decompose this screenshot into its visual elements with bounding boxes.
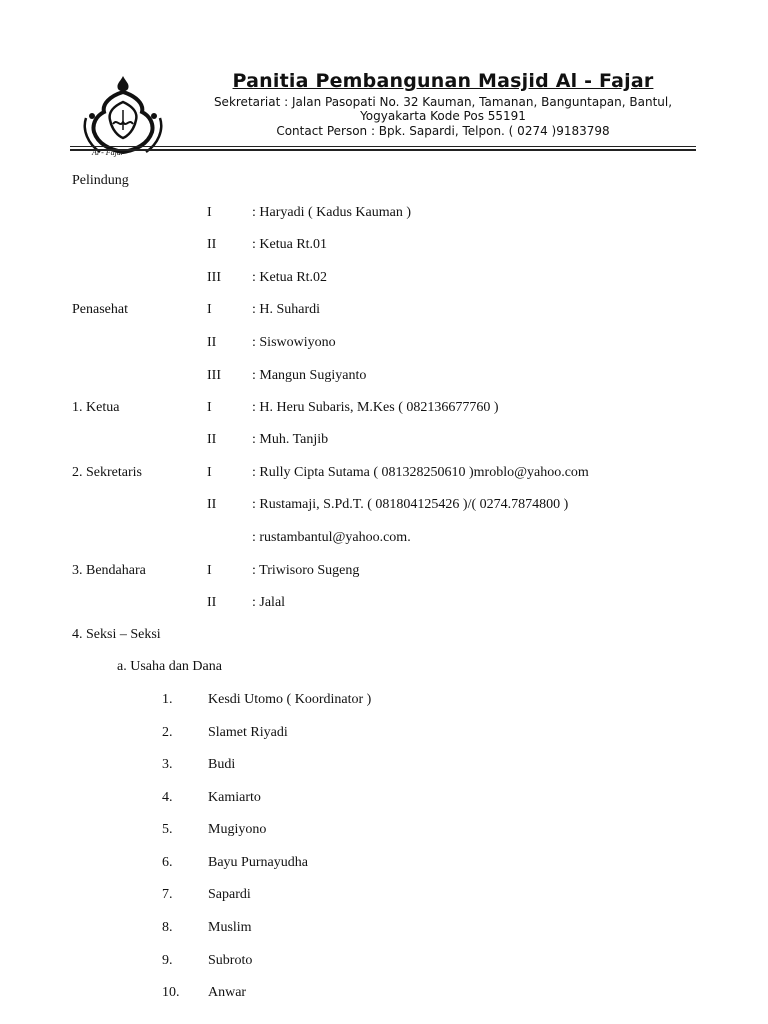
roman-numeral: II bbox=[207, 237, 217, 252]
roman-numeral: III bbox=[207, 368, 221, 383]
member-name: Muslim bbox=[208, 920, 252, 935]
role-label: Penasehat bbox=[72, 302, 128, 317]
roman-numeral: I bbox=[207, 205, 212, 220]
roman-numeral: II bbox=[207, 432, 217, 447]
member-name: Slamet Riyadi bbox=[208, 725, 288, 740]
roman-numeral: III bbox=[207, 270, 221, 285]
member-name: : Ketua Rt.01 bbox=[252, 237, 328, 252]
role-label: 4. Seksi – Seksi bbox=[72, 627, 161, 642]
member-name: : Rully Cipta Sutama ( 081328250610 )mroblo@yahoo.com bbox=[252, 465, 589, 480]
role-label: 1. Ketua bbox=[72, 400, 120, 415]
address-line-2: Yogyakarta Kode Pos 55191 bbox=[360, 109, 526, 123]
member-name: : H. Suhardi bbox=[252, 302, 321, 317]
member-name: : Jalal bbox=[252, 595, 286, 610]
member-name: : Muh. Tanjib bbox=[252, 432, 329, 447]
section-title: a. Usaha dan Dana bbox=[117, 659, 222, 674]
role-label: 3. Bendahara bbox=[72, 563, 146, 578]
member-name: Bayu Purnayudha bbox=[208, 855, 308, 870]
roman-numeral: I bbox=[207, 400, 212, 415]
member-name: Budi bbox=[208, 757, 236, 772]
roman-numeral: I bbox=[207, 465, 212, 480]
member-name: Subroto bbox=[208, 953, 253, 968]
member-name: Mugiyono bbox=[208, 822, 267, 837]
member-name: Anwar bbox=[208, 985, 247, 1000]
member-name: : Mangun Sugiyanto bbox=[252, 368, 367, 383]
logo-caption: Al - Fajar bbox=[92, 148, 124, 157]
member-name: : Triwisoro Sugeng bbox=[252, 563, 360, 578]
member-email: : rustambantul@yahoo.com. bbox=[252, 530, 411, 545]
list-number: 1. bbox=[162, 692, 173, 707]
list-number: 2. bbox=[162, 725, 173, 740]
list-number: 10. bbox=[162, 985, 180, 1000]
list-number: 4. bbox=[162, 790, 173, 805]
contact-person: Contact Person : Bpk. Sapardi, Telpon. ( 0274 )9183798 bbox=[276, 124, 610, 138]
list-number: 7. bbox=[162, 887, 173, 902]
member-name: : Haryadi ( Kadus Kauman ) bbox=[252, 205, 412, 220]
member-name: : Rustamaji, S.Pd.T. ( 081804125426 )/( 0274.7874800 ) bbox=[252, 497, 569, 512]
member-name: Sapardi bbox=[208, 887, 251, 902]
roman-numeral: I bbox=[207, 563, 212, 578]
address-line-1: Sekretariat : Jalan Pasopati No. 32 Kauman, Tamanan, Banguntapan, Bantul, bbox=[213, 95, 673, 109]
roman-numeral: I bbox=[207, 302, 212, 317]
header-divider-thick bbox=[70, 149, 696, 151]
list-number: 3. bbox=[162, 757, 173, 772]
roman-numeral: II bbox=[207, 595, 217, 610]
roman-numeral: II bbox=[207, 497, 217, 512]
list-number: 5. bbox=[162, 822, 173, 837]
member-name: : H. Heru Subaris, M.Kes ( 082136677760 ) bbox=[252, 400, 499, 415]
member-name: : Siswowiyono bbox=[252, 335, 336, 350]
member-name: Kesdi Utomo ( Koordinator ) bbox=[208, 692, 372, 707]
member-name: Kamiarto bbox=[208, 790, 261, 805]
list-number: 9. bbox=[162, 953, 173, 968]
list-number: 8. bbox=[162, 920, 173, 935]
member-name: : Ketua Rt.02 bbox=[252, 270, 328, 285]
list-number: 6. bbox=[162, 855, 173, 870]
role-label: 2. Sekretaris bbox=[72, 465, 142, 480]
document-title: Panitia Pembangunan Masjid Al - Fajar bbox=[232, 70, 654, 92]
role-label: Pelindung bbox=[72, 173, 129, 188]
header-divider-thin bbox=[70, 146, 696, 147]
roman-numeral: II bbox=[207, 335, 217, 350]
